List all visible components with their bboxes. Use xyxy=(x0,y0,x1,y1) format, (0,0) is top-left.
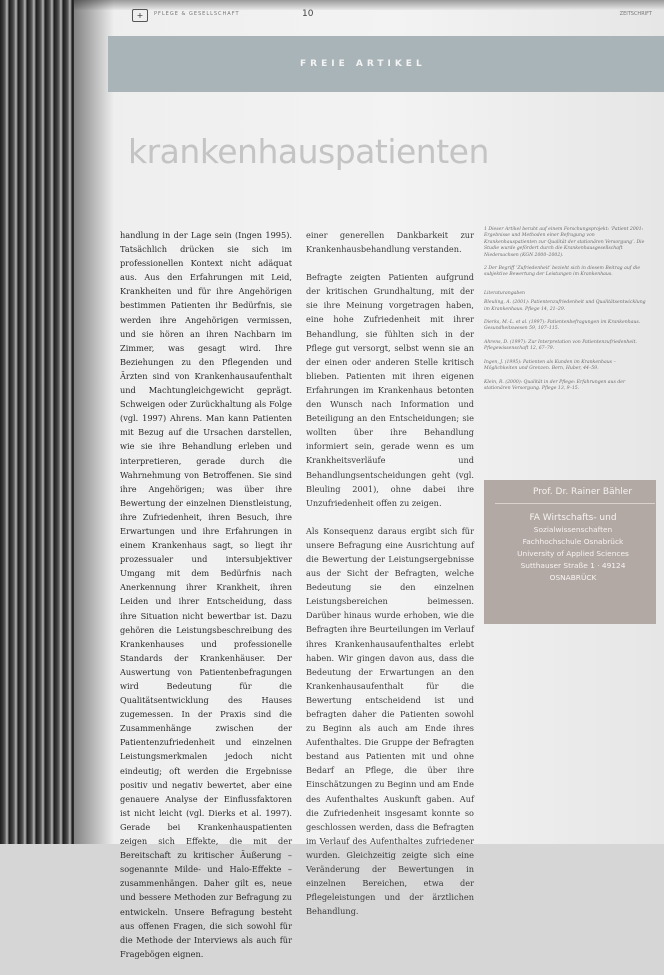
body-paragraph: handlung in der Lage sein (Ingen 1995). Tatsächlich drücken sie sich im professionellen Kontext nicht adäquat aus. Aus den Erfahrungen mit Leid, Krankheiten und für ihre Angehörigen bestimmen Patienten ihr Bedürfnis, sie werden ihre Angehörigen vermissen, und sie hören an ihren Nachbarn im Zimmer, was gesagt wird. Ihre Beziehungen zu den Pflegenden und Ärzten sind von Krankenhausaufenthalt und Machtungleichgewicht geprägt. Schweigen oder Zurückhaltung als Folge (vgl. 1997) Ahrens. Man kann Patienten mit Bezug auf die Ursachen darstellen, wie sie ihre Behandlung erleben und interpretieren, gerade durch die Wahrnehmung von Betroffenen. Sie sind ihre Angehörigen; was über ihre Bewertung der einzelnen Dienstleistung, ihre Zufriedenheit, ihren Besuch, ihre Erwartungen und ihre Erfahrungen in einem Krankenhaus sagt, so liegt ihr prozessualer und intersubjektiver Umgang mit dem Bedürfnis nach Anerkennung ihrer Krankheit, ihren Leiden und ihrer Entscheidung, dass ihre Situation nicht bewertbar ist. Dazu gehören die Leistungsbeschreibung des Krankenhauses und professionelle Standards der Krankenhäuser. Der Auswertung von Patientenbefragungen wird Bedeutung für die Qualitätsentwicklung des Hauses zugemessen. In der Praxis sind die Zusammenhänge zwischen der Patientenzufriedenheit und einzelnen Leistungsmerkmalen jedoch nicht eindeutig; oft werden die Ergebnisse positiv und negativ bewertet, aber eine genauere Analyse der Einflussfaktoren ist nicht leicht (vgl. Dierks et al. 1997). Gerade bei Krankenhauspatienten zeigen sich Effekte, die mit der Bereitschaft zu kritischer Äußerung – sogenannte Milde- und Halo-Effekte – zusammenhängen. Daher gilt es, neue und bessere Methoden zur Befragung zu entwickeln. Unsere Befragung besteht aus offenen Fragen, die sich sowohl für die Methode der Interviews als auch für Fragebögen eignen. xyxy=(120,230,292,959)
running-title: PFLEGE & GESELLSCHAFT xyxy=(154,11,240,17)
body-paragraph: einer generellen Dankbarkeit zur Krankenhausbehandlung verstanden. xyxy=(306,230,474,255)
running-header-right: ZEITSCHRIFT xyxy=(619,11,652,17)
footnote: 2 Der Begriff ‘Zufriedenheit’ bezieht sich in diesem Beitrag auf die subjektive Bewertung der Leistungen im Krankenhaus. xyxy=(484,266,641,278)
literature-entry: Ahrens, D. (1997): Zur Interpretation von Patientenzufriedenheit. Pflegewissenschaft 12, 67–79. xyxy=(484,339,637,352)
affiliation-line: University of Applied Sciences xyxy=(517,549,629,558)
text-column-left xyxy=(120,228,292,975)
body-paragraph: Als Konsequenz daraus ergibt sich für unsere Befragung eine Ausrichtung auf die Bewertung der Leistungsergebnisse aus der Sicht der Befragten, welche Bedeutung sie den einzelnen Leistungsbereichen beimessen. Darüber hinaus wurde erhoben, wie die Befragten ihre Beurteilungen im Verlauf ihres Krankenhausaufenthaltes erlebt haben. Wir gingen davon aus, dass die Bedeutung der Erwartungen an den Krankenhausaufenthalt für die Bewertung entscheidend ist und befragten daher die Patienten sowohl zu Beginn als auch am Ende ihres Aufenthaltes. Die Gruppe der Befragten bestand aus Patienten mit und ohne Bedarf an Pflege, die über ihre Einschätzungen zu Beginn und am Ende des Aufenthaltes Auskunft gaben. Auf die Zufriedenheit insgesamt konnte so geschlossen werden, dass die Befragten im Verlauf des Aufenthaltes zufriedener wurden. Gleichzeitig zeigte sich eine Veränderung der Bewertungen in einzelnen Bereichen, etwa der Pflegeleistungen und der ärztlichen Behandlung. xyxy=(306,525,474,917)
author-name: Prof. Dr. Rainer Bähler xyxy=(533,487,633,497)
literature-heading: Literaturangaben xyxy=(484,290,526,296)
affiliation-line: FA Wirtschafts- und xyxy=(529,513,617,523)
page-number: 10 xyxy=(302,9,314,19)
author-divider xyxy=(495,503,655,504)
affiliation-line: OSNABRÜCK xyxy=(549,573,597,582)
literature-entry: Ingen, J. (1995): Patienten als Kunden im Krankenhaus – Möglichkeiten und Grenzen. Bern, Huber, 44–59. xyxy=(484,359,616,372)
article-headline: krankenhauspatienten xyxy=(128,132,489,171)
book-binding xyxy=(0,0,74,844)
running-header xyxy=(102,8,662,22)
author-affiliation xyxy=(498,512,648,584)
affiliation-line: Fachhochschule Osnabrück xyxy=(522,537,624,546)
literature-entry: Bleuling, A. (2001): Patientenzufriedenheit und Qualitätsentwicklung im Krankenhaus. Pflege 14, 21–29. xyxy=(484,300,646,312)
footnote: 1 Dieser Artikel beruht auf einem Forschungsprojekt: ‘Patient 2001: Ergebnisse und Methoden einer Befragung von Krankenhauspatienten zur Qualität der stationären Versorgung’. Die Studie wurde gefördert durch die Krankenhausgesellschaft Niedersachsen (KGN 2000–2002). xyxy=(484,227,645,258)
binding-shadow xyxy=(74,0,114,844)
journal-logo-icon: + xyxy=(132,9,148,22)
literature-entry: Dierks, M.-L. et al. (1997): Patientenbefragungen im Krankenhaus. Gesundheitswesen 59, 107–115. xyxy=(484,320,641,332)
body-paragraph: Befragte zeigten Patienten aufgrund der kritischen Grundhaltung, mit der sie ihre Meinung vorgetragen haben, eine hohe Zufriedenheit mit ihrer Behandlung, sie fühlten sich in der Pflege gut versorgt, selbst wenn sie an der einen oder anderen Stelle kritisch blieben. Patienten mit ihren eigenen Erfahrungen im Krankenhaus betonten den Wunsch nach Information und Beteiligung an den Entscheidungen; sie wollten über ihre Behandlung informiert sein, gerade wenn es um Krankheitsverläufe und Behandlungsentscheidungen geht (vgl. Bleuling 2001), ohne dabei ihre Unzufriedenheit offen zu zeigen. xyxy=(306,272,474,508)
footnotes-column xyxy=(484,227,649,399)
affiliation-line: Sutthauser Straße 1 · 49124 xyxy=(520,561,626,570)
literature-entry: Klein, R. (2000): Qualität in der Pflege: Erfahrungen aus der stationären Versorgung. Pflege 13, 9–15. xyxy=(484,379,626,391)
affiliation-line: Sozialwissenschaften xyxy=(533,525,613,534)
section-title: FREIE ARTIKEL xyxy=(300,59,426,69)
text-column-middle xyxy=(306,228,474,932)
